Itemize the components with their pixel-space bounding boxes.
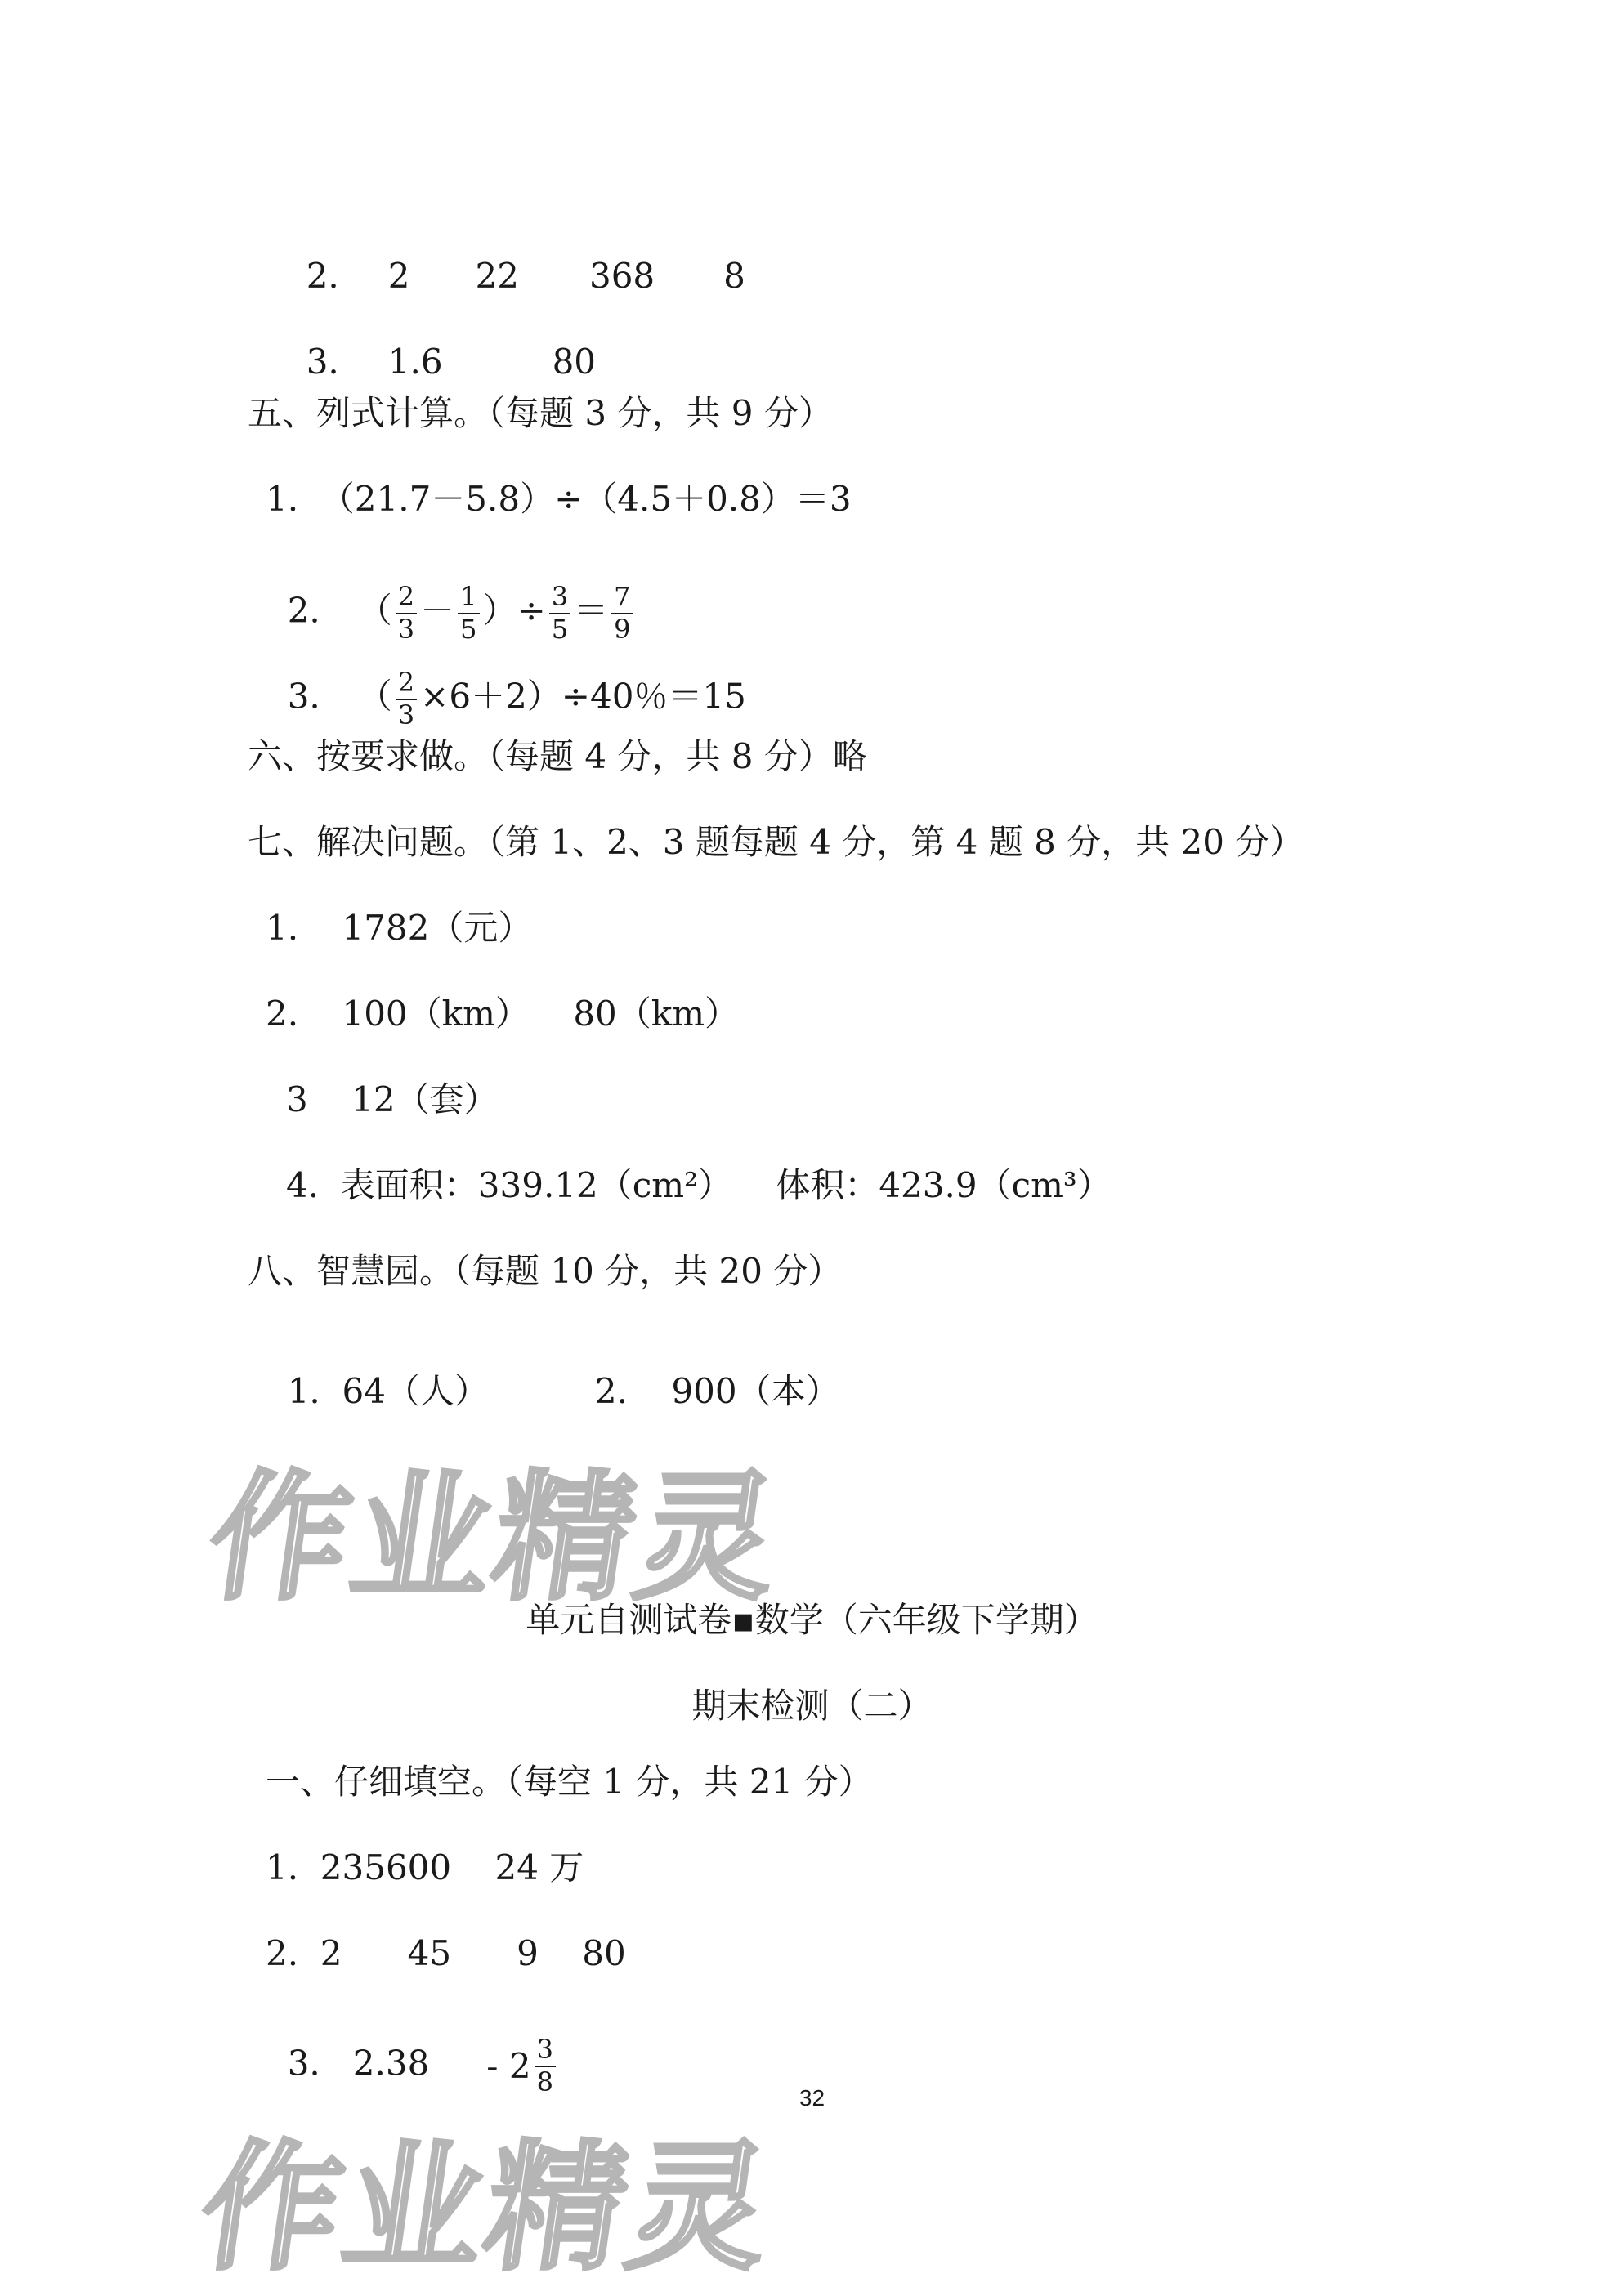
section-5-q2 <box>266 549 636 643</box>
denominator: 3 <box>397 613 415 645</box>
section-7-heading: 七、解决问题。（第 1、2、3 题每题 4 分，第 4 题 8 分，共 20 分） <box>248 822 1304 862</box>
operator: ）÷ <box>482 590 546 631</box>
answer-value: 1.6 <box>387 342 443 382</box>
item-no: 3. <box>287 676 320 717</box>
answer-value: 2.38 <box>352 2043 430 2084</box>
paren: （ <box>357 676 392 717</box>
denominator: 3 <box>397 699 415 730</box>
part2-section-1-a3 <box>266 2002 559 2096</box>
answer-value: 368 <box>588 256 655 296</box>
expression-rest: ×6＋2）÷40％＝15 <box>420 676 746 717</box>
section-5-q3 <box>266 635 746 729</box>
section-5-heading: 五、列式计算。（每题 3 分，共 9 分） <box>248 393 833 433</box>
item-no: 3. <box>287 2043 320 2084</box>
mixed-number-whole: - 2 <box>486 2045 531 2086</box>
part2-section-1-heading: 一、仔细填空。（每空 1 分，共 21 分） <box>266 1762 873 1802</box>
answer-1: 1. 64（人） <box>287 1371 489 1411</box>
section-7-a1: 1. 1782（元） <box>266 908 533 948</box>
answer-2: 2. 900（本） <box>594 1371 840 1411</box>
numerator: 7 <box>611 583 633 614</box>
item-no: 2. <box>287 590 320 631</box>
part2-section-1-a1: 1. 235600 24 万 <box>266 1847 584 1887</box>
section-7-a2: 2. 100（km） 80（km） <box>266 994 740 1034</box>
section-8-answers <box>266 1340 840 1409</box>
numerator: 1 <box>458 583 479 614</box>
section-7-a3: 3 12（套） <box>286 1079 499 1119</box>
section-8-heading: 八、智慧园。（每题 10 分，共 20 分） <box>248 1251 843 1291</box>
q4-answer-3 <box>284 310 597 382</box>
numerator: 2 <box>396 583 417 614</box>
watermark-logo: 作业精灵 <box>199 1458 791 1619</box>
section-5-q1: 1. （21.7－5.8）÷（4.5＋0.8）＝3 <box>266 479 852 519</box>
answer-value: 8 <box>723 256 745 296</box>
q4-answer-2 <box>284 225 745 296</box>
item-no: 2. <box>306 256 339 296</box>
fraction <box>396 669 417 729</box>
numerator: 3 <box>549 583 570 614</box>
test-title: 期末检测（二） <box>691 1686 933 1726</box>
book-title: 单元自测试卷▪数学（六年级下学期） <box>526 1600 1098 1640</box>
item-no: 3. <box>306 342 339 382</box>
part2-section-1-a2: 2. 2 45 9 80 <box>266 1933 626 1973</box>
answer-value: 22 <box>475 256 519 296</box>
watermark-logo: 作业精灵 <box>190 2128 783 2289</box>
denominator: 5 <box>551 613 569 645</box>
denominator: 9 <box>614 613 631 645</box>
denominator: 8 <box>536 2066 553 2097</box>
answer-value: 2 <box>387 256 410 296</box>
page-number: 32 <box>799 2085 825 2111</box>
operator: ＝ <box>574 590 609 631</box>
operator: － <box>420 590 455 631</box>
numerator: 3 <box>535 2036 556 2067</box>
numerator: 2 <box>396 669 417 700</box>
denominator: 5 <box>460 613 477 645</box>
section-6-heading: 六、按要求做。（每题 4 分，共 8 分）略 <box>248 736 867 776</box>
answer-value: 80 <box>552 342 597 382</box>
section-7-a4: 4. 表面积：339.12（cm²） 体积：423.9（cm³） <box>286 1165 1112 1205</box>
paren: （ <box>357 590 392 631</box>
